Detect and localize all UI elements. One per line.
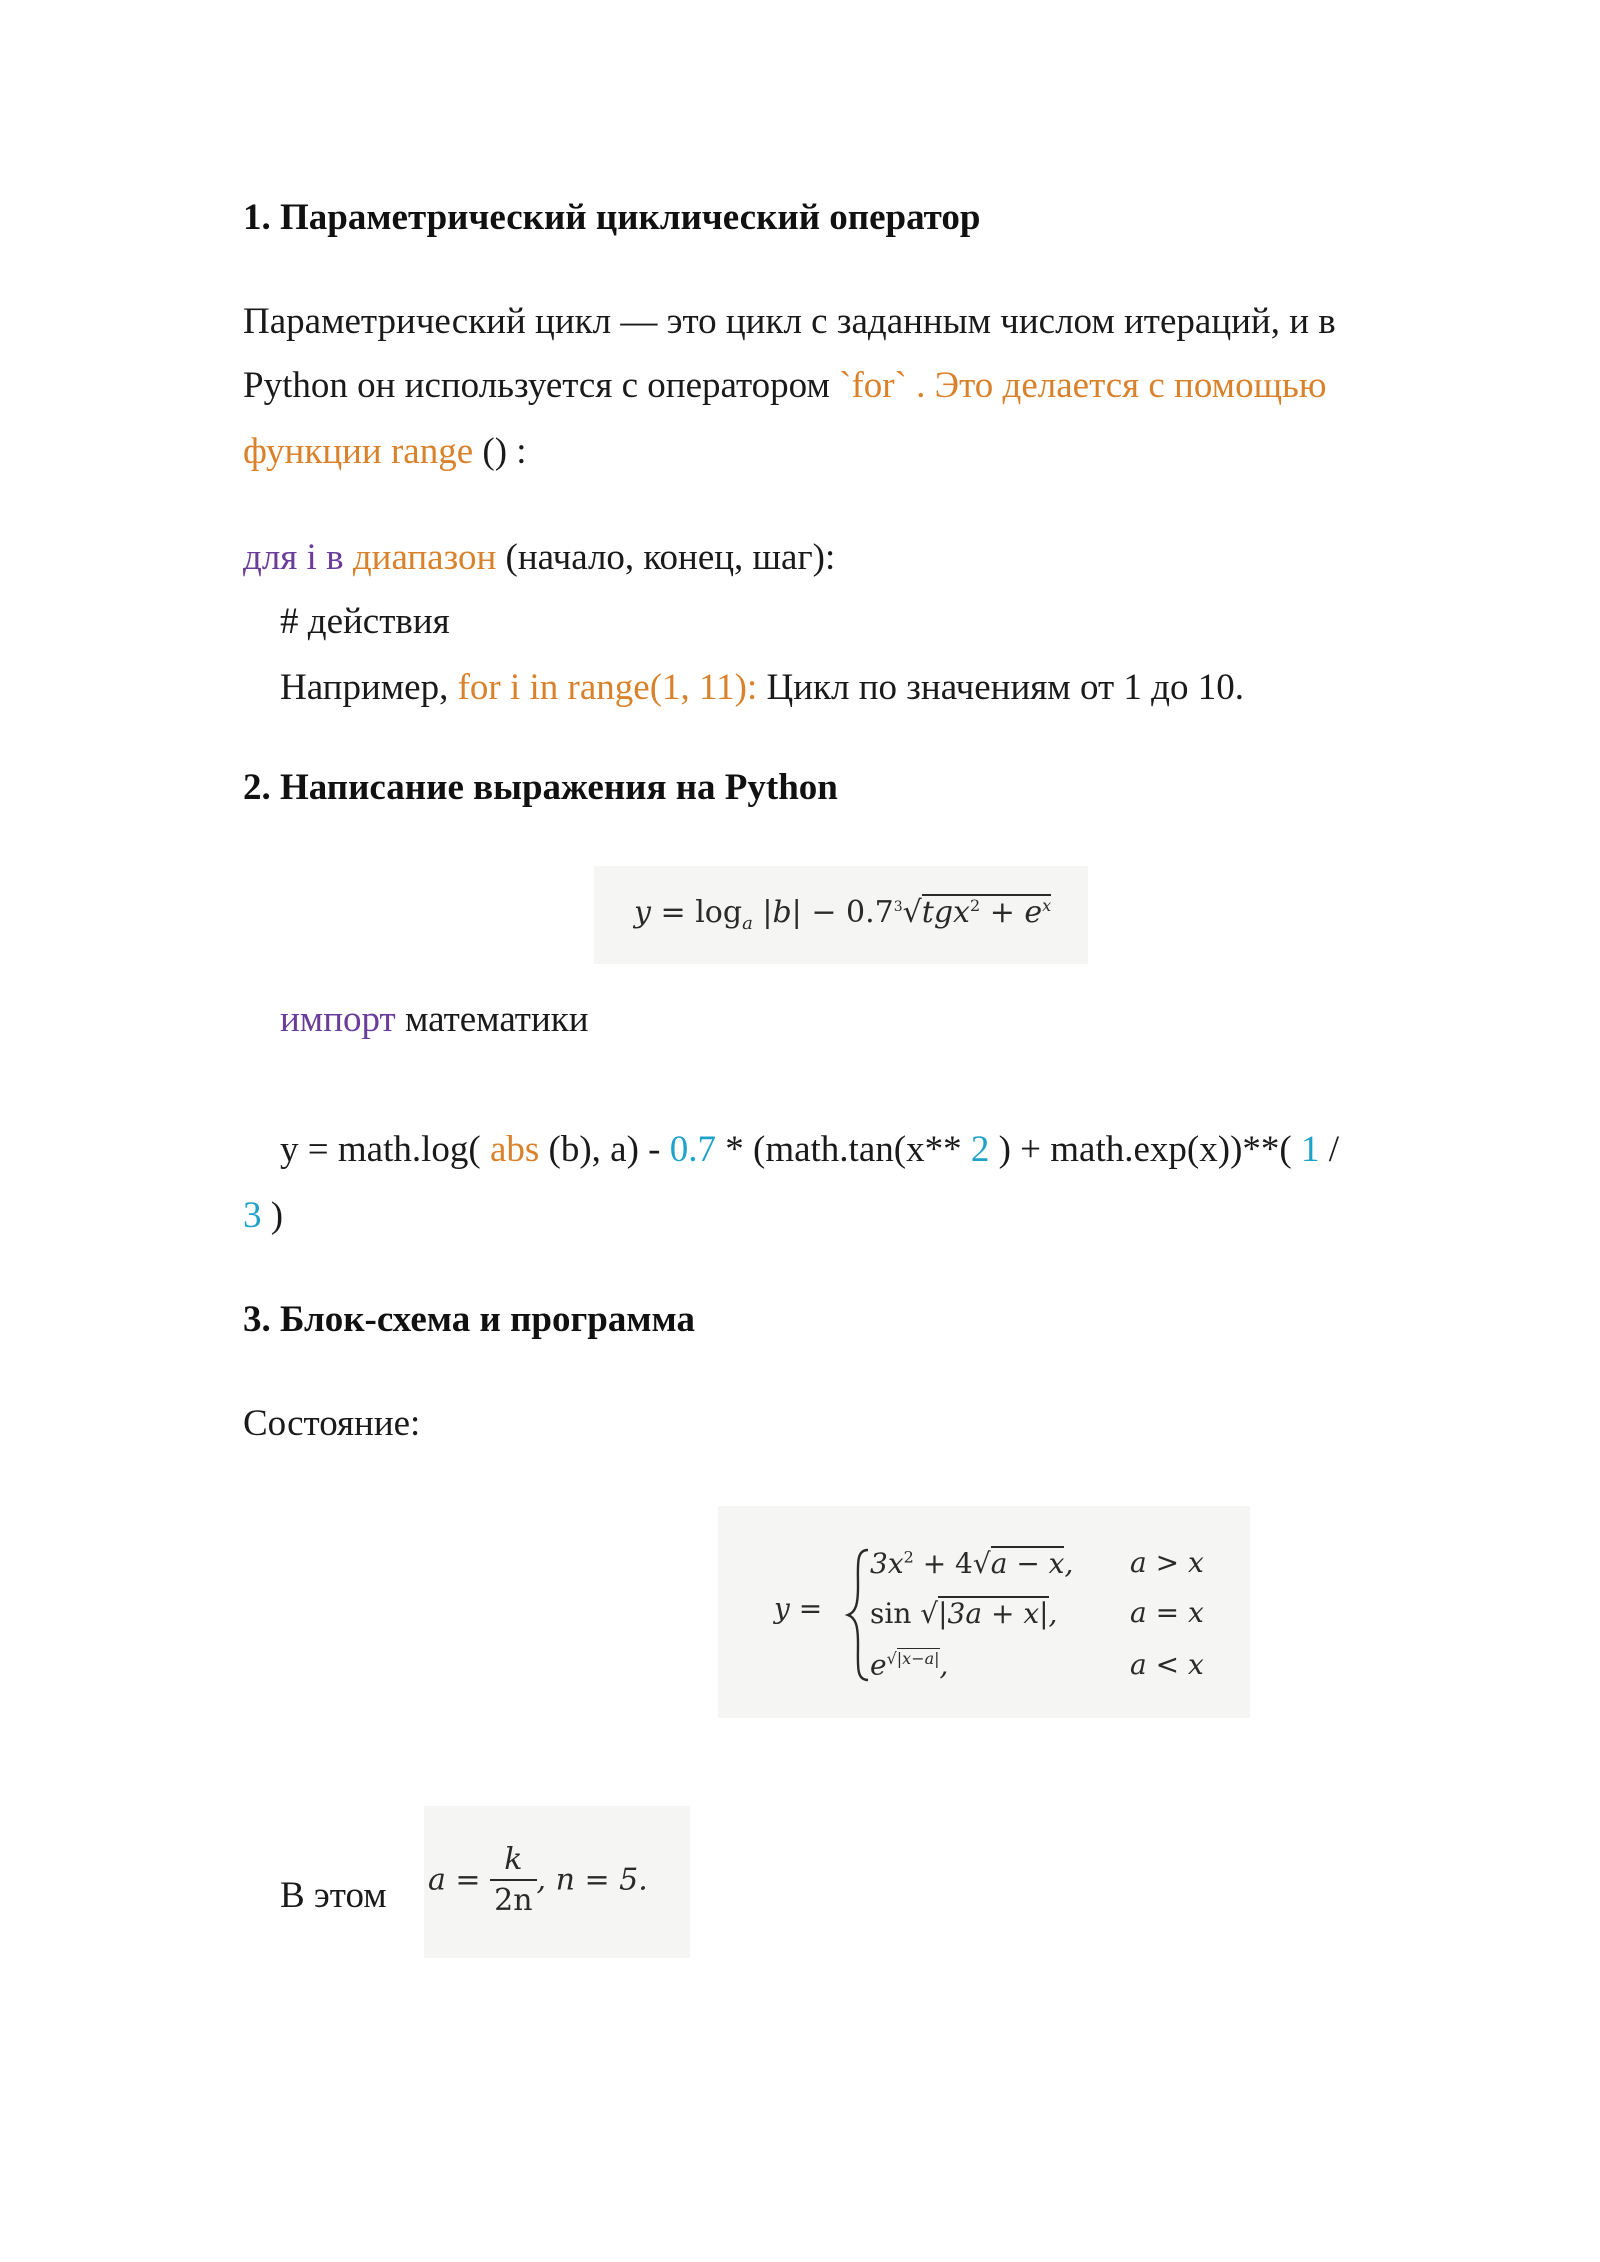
fraction-denominator: 2n <box>494 1883 533 1918</box>
case-1-coef: + 4 <box>913 1547 973 1580</box>
formula-coef: 0.7 <box>846 895 894 930</box>
radicand-exp: 2 <box>969 896 981 915</box>
radicand-e: e <box>1024 895 1043 930</box>
example-line <box>280 664 1244 712</box>
formula-image-piecewise <box>718 1506 1250 1718</box>
radical-sign: √ <box>972 1547 991 1580</box>
section-1-heading: 1. Параметрический циклический оператор <box>243 197 981 238</box>
case-2-radicand: |3a + x| <box>938 1597 1049 1630</box>
radical-sign: √ <box>920 1597 939 1630</box>
case-3-comma: , <box>939 1648 949 1682</box>
section-1-para-line-2 <box>243 362 1327 410</box>
formula-log: log <box>695 895 743 930</box>
fraction-numerator: k <box>490 1842 536 1881</box>
import-line <box>280 996 589 1044</box>
n-value: , n = 5. <box>536 1862 648 1898</box>
case-1-condition: a > x <box>1130 1546 1204 1579</box>
where-label: В этом <box>280 1875 387 1916</box>
section-2-heading: 2. Написание выражения на Python <box>243 767 838 808</box>
python-expression-line-2 <box>243 1192 283 1240</box>
case-3-radicand: |x−a| <box>896 1649 940 1668</box>
expr-number: 1 <box>1300 1129 1320 1170</box>
formula-radicand <box>922 894 1051 928</box>
formula-image-a <box>424 1806 690 1958</box>
radicand-plus: + <box>989 895 1015 930</box>
example-code: for i in range(1, 11): <box>457 667 758 708</box>
example-text: Цикл по значениям от 1 до 10. <box>757 667 1244 708</box>
expr-number: 2 <box>970 1129 990 1170</box>
expr-text: ) <box>261 1195 284 1236</box>
case-2-expr <box>870 1596 1057 1630</box>
import-keyword: импорт <box>280 999 396 1040</box>
formula-log-base: a <box>742 913 753 934</box>
section-1-para-line-3 <box>243 428 527 476</box>
expr-text: (b), a) - <box>539 1129 670 1170</box>
para-text: () : <box>473 431 527 472</box>
case-1-comma: , <box>1064 1547 1074 1580</box>
para-text: Python он используется с оператором <box>243 365 840 406</box>
formula-image-log <box>594 866 1088 964</box>
code-loop-line <box>243 534 835 582</box>
code-keyword: для i в <box>243 537 344 578</box>
import-text: математики <box>395 999 589 1040</box>
expr-text: y = math.log( <box>280 1129 490 1170</box>
case-1-expr <box>870 1546 1073 1580</box>
case-2-condition: a = x <box>1130 1596 1204 1629</box>
radicand-tg: tgx <box>921 895 970 930</box>
formula-minus: − <box>811 895 837 930</box>
expr-text: ) + math.exp(x))**( <box>989 1129 1301 1170</box>
case-3-condition: a < x <box>1130 1648 1204 1681</box>
example-text: Например, <box>280 667 458 708</box>
case-1-exp: 2 <box>903 1547 914 1567</box>
para-highlight-range: функции range <box>243 431 474 472</box>
expr-number: 0.7 <box>669 1129 716 1170</box>
formula-abs: |b| <box>762 895 802 930</box>
radical-sign: √ <box>902 895 922 930</box>
case-1-term: 3x <box>870 1547 904 1580</box>
case-2-comma: , <box>1048 1597 1058 1630</box>
para-highlight-for: `for` . Это делается с помощью <box>839 365 1327 406</box>
formula-y: y <box>634 895 651 930</box>
expr-text: * (math.tan(x** <box>716 1129 971 1170</box>
case-3-expr <box>870 1648 948 1681</box>
code-comment-line: # действия <box>280 601 450 642</box>
code-builtin: диапазон <box>343 537 497 578</box>
case-3-e: e <box>870 1648 887 1682</box>
a-formula <box>428 1842 648 1918</box>
expr-text: / <box>1319 1129 1339 1170</box>
a-eq: a = <box>428 1862 481 1898</box>
expr-number: 3 <box>243 1195 262 1236</box>
section-3-heading: 3. Блок-схема и программа <box>243 1299 696 1340</box>
radicand-e-exp: x <box>1042 896 1052 915</box>
section-1-para-line-1: Параметрический цикл — это цикл с заданным числом итераций, и в <box>243 301 1336 342</box>
expr-abs: abs <box>489 1129 540 1170</box>
formula-eq: = <box>660 895 686 930</box>
code-text: (начало, конец, шаг): <box>496 537 836 578</box>
python-expression-line-1 <box>280 1126 1339 1174</box>
radical-sign: √ <box>886 1649 897 1668</box>
case-3-exponent <box>887 1649 940 1668</box>
case-2-sin: sin <box>870 1597 921 1630</box>
piecewise-lhs: y = <box>774 1592 823 1625</box>
a-fraction <box>490 1842 536 1918</box>
log-formula <box>634 894 1051 934</box>
condition-label: Состояние: <box>243 1403 421 1444</box>
case-1-radicand: a − x <box>990 1547 1065 1580</box>
formula-root-index: 3 <box>893 899 903 915</box>
